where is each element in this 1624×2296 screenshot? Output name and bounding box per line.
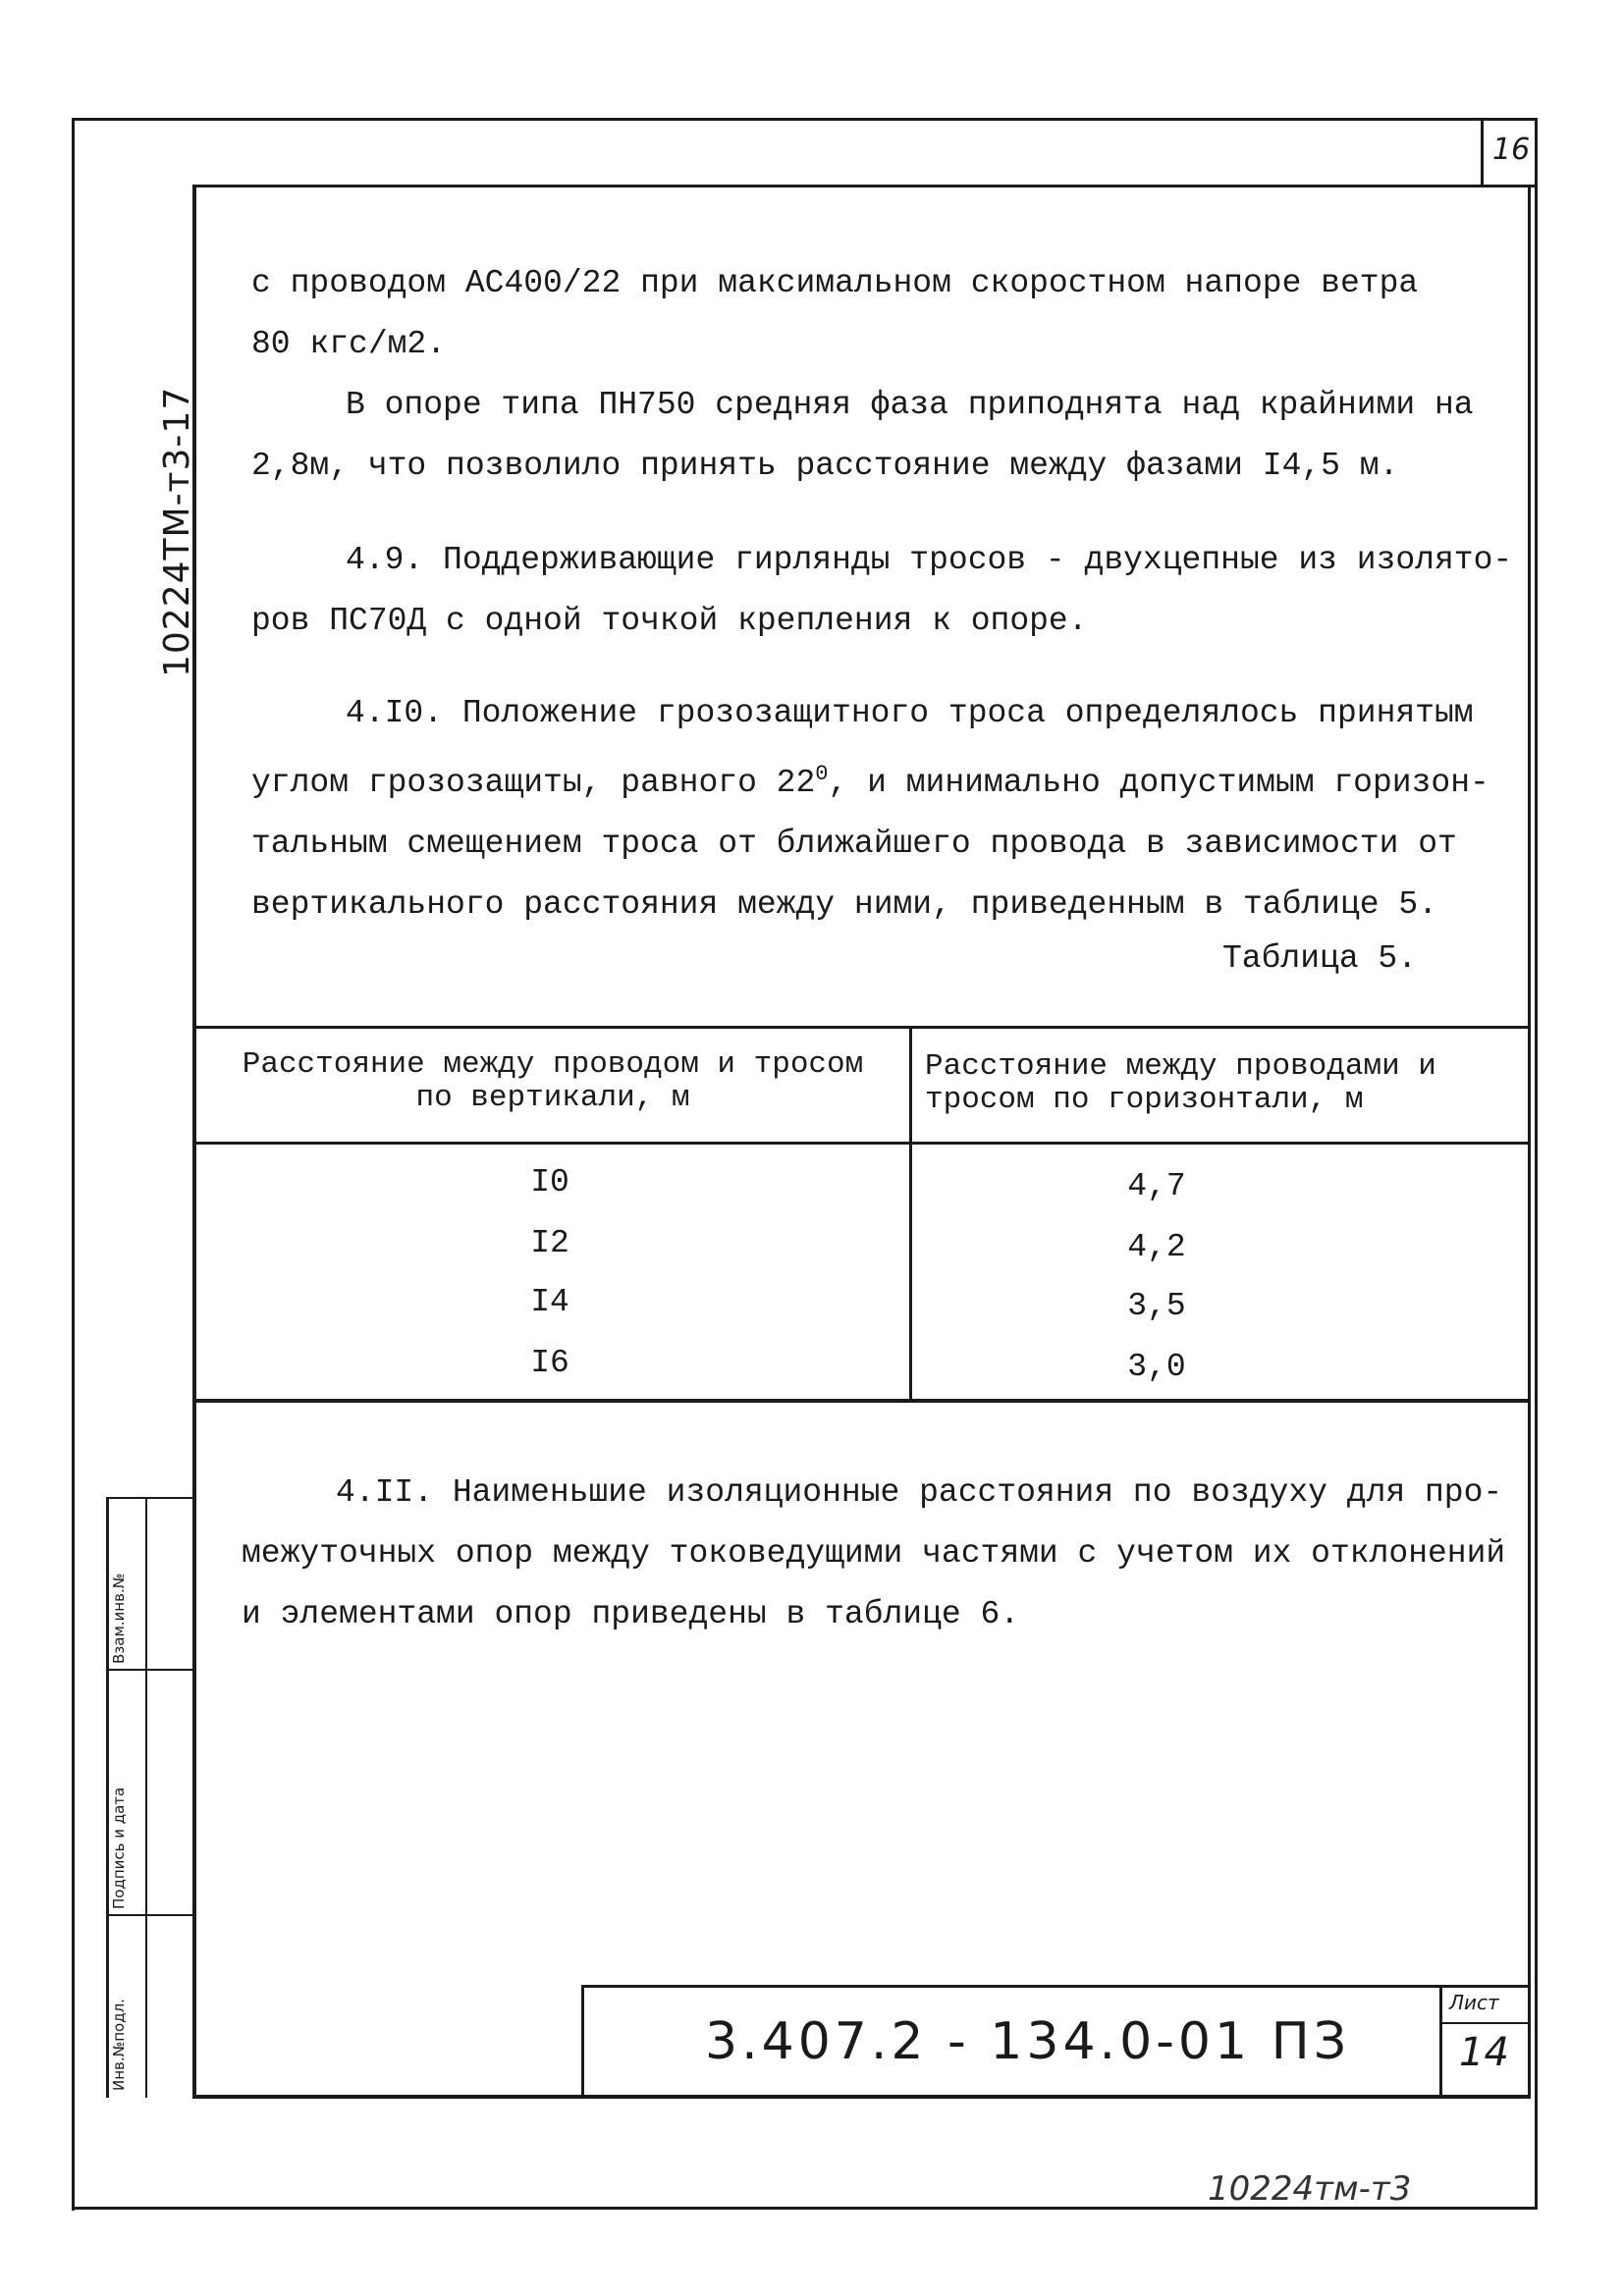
table-row-1-horizontal: 4,7: [1127, 1168, 1186, 1204]
sheet-cell-left: [1439, 1985, 1442, 2097]
title-block-left: [581, 1985, 584, 2097]
paragraph-1: [251, 253, 1489, 375]
sheet-label: Лист: [1449, 1991, 1499, 2014]
inner-frame-top: [192, 185, 1536, 187]
page-number-divider: [1481, 118, 1484, 187]
paragraph-5-line-1: 4.II. Наименьшие изоляционные расстояния по воздуху для про-: [336, 1474, 1503, 1511]
stamp-divider-3: [106, 1914, 194, 1916]
outer-frame-right: [1535, 118, 1538, 2207]
table-row-3-vertical: I4: [530, 1284, 569, 1320]
table-row-2-horizontal: 4,2: [1127, 1229, 1186, 1265]
table-caption: Таблица 5.: [1222, 940, 1418, 977]
stamp-divider-2: [106, 1669, 194, 1671]
paragraph-2: [251, 375, 1489, 497]
table-header-vertical-line-1: Расстояние между проводом и тросом: [242, 1047, 864, 1082]
table-header-vertical-line-2: по вертикали, м: [415, 1081, 690, 1115]
side-document-code: 10224ТМ-т3-17: [157, 386, 197, 677]
table-header-border: [192, 1142, 1531, 1145]
stamp-left-border: [106, 1497, 109, 2098]
outer-frame-left: [72, 118, 75, 2211]
footer-handwritten-code: 10224тм-т3: [1208, 2169, 1412, 2209]
table-row-4-vertical: I6: [530, 1345, 569, 1381]
paragraph-4-line-3: тальным смещением троса от ближайшего провода в зависимости от: [251, 826, 1457, 862]
sheet-number: 14: [1459, 2030, 1509, 2075]
paragraph-5-line-2: межуточных опор между токоведущими частями с учетом их отклонений: [242, 1535, 1506, 1572]
paragraph-3-line-1: 4.9. Поддерживающие гирлянды тросов - двухцепные из изолято-: [346, 542, 1513, 578]
document-designation: 3.407.2 - 134.0-01 ПЗ: [705, 2012, 1351, 2071]
paragraph-2-line-2: 2,8м, что позволило принять расстояние между фазами I4,5 м.: [251, 448, 1399, 484]
table-row-1-vertical: I0: [530, 1164, 569, 1201]
paragraph-3-line-2: ров ПС70Д с одной точкой крепления к опоре.: [251, 603, 1088, 639]
table-top-border: [192, 1026, 1531, 1029]
paragraph-5-line-3: и элементами опор приведены в таблице 6.: [242, 1596, 1020, 1632]
paragraph-2-line-1: В опоре типа ПН750 средняя фаза приподнята над крайними на: [346, 387, 1474, 423]
page-number: 16: [1492, 133, 1531, 167]
paragraph-4-line-4: вертикального расстояния между ними, приведенным в таблице 5.: [251, 886, 1437, 923]
paragraph-1-line-2: 80 кгс/м2.: [251, 326, 447, 362]
table-column-divider: [909, 1026, 912, 1401]
table-header-horizontal-line-1: Расстояние между проводами и: [925, 1049, 1436, 1084]
stamp-inner-border: [145, 1497, 147, 2098]
sheet-cell-divider: [1439, 2022, 1530, 2024]
paragraph-5: [242, 1463, 1506, 1645]
title-block-top: [581, 1985, 1530, 1988]
paragraph-4-line-1: 4.I0. Положение грозозащитного троса определялось принятым: [346, 695, 1474, 731]
paragraph-1-line-1: с проводом АС400/22 при максимальном скоростном напоре ветра: [251, 265, 1419, 301]
paragraph-3: [251, 530, 1513, 652]
table-header-horizontal-line-2: тросом по горизонтали, м: [925, 1083, 1364, 1117]
stamp-label-signature: Подпись и дата: [110, 1787, 128, 1909]
table-row-3-horizontal: 3,5: [1127, 1288, 1186, 1324]
paragraph-4-line-2: [251, 744, 1489, 814]
table-header-horizontal: [913, 1050, 1528, 1117]
paragraph-4-line-2-start: углом грозозащиты, равного 22: [251, 765, 816, 801]
table-header-vertical: [196, 1048, 909, 1115]
stamp-label-inventory: Инв.№подл.: [110, 1999, 128, 2091]
table-row-2-vertical: I2: [530, 1225, 569, 1261]
paragraph-4-line-2-end: , и минимально допустимым горизон-: [828, 765, 1489, 801]
degree-superscript: 0: [815, 762, 829, 786]
inner-frame-bottom: [192, 2095, 1531, 2099]
table-row-4-horizontal: 3,0: [1127, 1349, 1186, 1385]
outer-frame-top: [72, 118, 1537, 121]
stamp-divider-1: [106, 1497, 194, 1499]
paragraph-4: [251, 683, 1489, 935]
table-bottom-border: [192, 1399, 1531, 1403]
stamp-label-replacement: Взам.инв.№: [110, 1573, 128, 1664]
